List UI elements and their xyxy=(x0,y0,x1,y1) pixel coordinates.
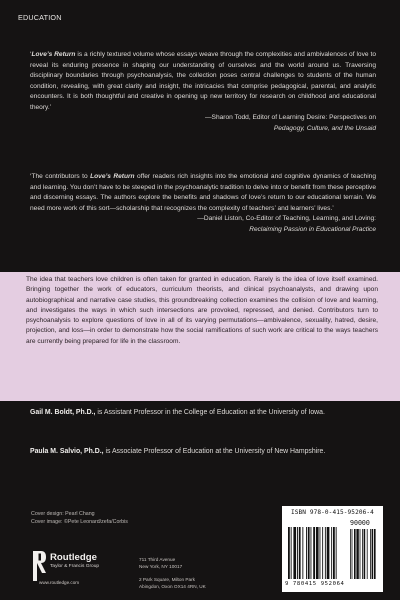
address-ny-line2: New York, NY 10017 xyxy=(139,563,183,569)
quote-1-attribution: —Sharon Todd, Editor of Learning Desire: Perspectives on xyxy=(204,114,376,121)
cover-credits xyxy=(31,511,128,526)
description-panel xyxy=(0,272,400,401)
quote-2-prefix: ‘The contributors to xyxy=(30,173,91,180)
author-bio-1 xyxy=(30,408,380,419)
cover-image-credit: Cover image: ©Pete Leonard/zefa/Corbis xyxy=(31,518,128,525)
publisher-name: Routledge xyxy=(50,552,97,563)
author-bio-2 xyxy=(30,447,380,458)
quote-2-attribution-line2: Reclaiming Passion in Educational Practice xyxy=(249,225,376,233)
publisher-logo xyxy=(33,551,119,591)
author-1-text: is Assistant Professor in the College of Education at the University of Iowa. xyxy=(95,409,325,416)
book-description: The idea that teachers love children is often taken for granted in education. Rarely is the idea of love itself examined. Bringing together the work of educators, curriculum theorists, and clinical psychoanalysts, and drawing upon autobiographical and narrative case studies, this groundbreaking collection examines the collision of love and learning, and investigates the ways in which such intersections are provoked, repressed, and denied. Contributors turn to psychoanalysis to explore questions of love in all of its varying permutations—ambivalence, sexuality, hatred, desire, projection, and loss—in order to demonstrate how the social ramifications of such work are critical to the ways teachers are currently being prepared for life in the classroom. xyxy=(26,276,378,345)
isbn-barcode-box xyxy=(282,506,383,592)
publisher-group: Taylor & Francis Group xyxy=(50,564,100,569)
address-uk-line1: 2 Park Square, Milton Park xyxy=(139,577,196,582)
address-uk-line2: Abingdon, Oxon OX14 4RN, UK xyxy=(139,583,206,589)
quote-1-title: Love’s Return xyxy=(31,51,76,58)
routledge-r-icon xyxy=(33,551,47,581)
author-2-text: is Associate Professor of Education at the University of New Hampshire. xyxy=(103,448,326,455)
publisher-address-uk xyxy=(139,577,206,591)
review-quote-2 xyxy=(30,172,376,235)
publisher-address-ny xyxy=(139,557,182,571)
quote-1-attribution-line2: Pedagogy, Culture, and the Unsaid xyxy=(273,124,376,132)
quote-1-body: is a richly textured volume whose essays weave through the complexities and ambivalences of love to reveal its enduring presence in shaping our understanding of ourselves and the world around us. Traversing disciplinary boundaries through psychoanalysis, the collection poses central challenges to students of the human condition, revealing, with great clarity and insight, the intricacies that comprise pedagogical, parental, and analytic encounters. It is both thoughtful and creative in opening up new territory for research on childhood and educational theory.’ xyxy=(30,51,376,111)
address-ny-line1: 711 Third Avenue xyxy=(139,557,176,562)
category-label: EDUCATION xyxy=(18,13,62,22)
ean-number: 9 780415 952064 xyxy=(285,581,345,587)
publisher-url: www.routledge.com xyxy=(39,580,80,585)
review-quote-1: ‘Love’s Return is a richly textured volume whose essays weave through the complexities and ambivalences of love to reveal its enduring presence in shaping our understanding of ourselves and the world around us. Traversing disciplinary boundaries through psychoanalysis, the collection poses central challenges to students of the human condition, revealing, with great clarity and insight, the intricacies that comprise pedagogical, parental, and analytic encounters. It is both thoughtful and creative in opening up new territory for research on childhood and educational theory.’ —Sharon Todd, Editor of Learning Desire: Perspectives on Pedagogy, Culture, and the Unsaid xyxy=(30,50,376,134)
quote-2-title: Love’s Return xyxy=(90,173,135,180)
isbn-label: ISBN 978-0-415-95206-4 xyxy=(291,509,374,516)
quote-2-attribution: —Daniel Liston, Co-Editor of Teaching, Learning, and Loving: xyxy=(197,215,376,222)
quote-2-body: offer readers rich insights into the emotional and cognitive dynamics of teaching and learning. You don’t have to be steeped in the psychoanalytic tradition to delve into or benefit from these perceptive and discerning essays. The authors explore the benefits and shadows of love’s return to our educational terrain. We need more work of this sort—scholarship that recognizes the complexity of teachers’ and learners’ lives.’ xyxy=(30,173,376,212)
author-1-name: Gail M. Boldt, Ph.D., xyxy=(30,409,96,416)
author-2-name: Paula M. Salvio, Ph.D., xyxy=(30,448,104,455)
cover-design-credit: Cover design: Pearl Chang xyxy=(31,511,95,517)
price-code: 90000 xyxy=(350,519,370,527)
barcode-icon xyxy=(288,519,378,583)
